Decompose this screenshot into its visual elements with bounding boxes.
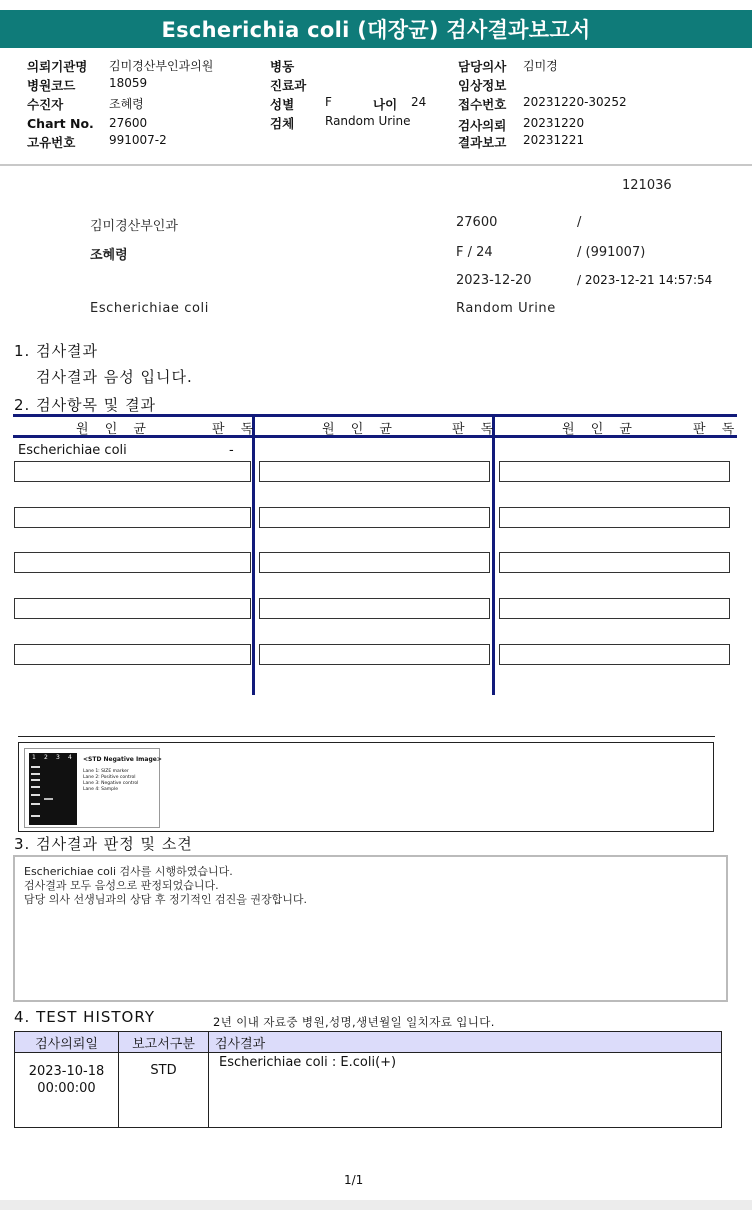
label-institution: 의뢰기관명 xyxy=(27,59,88,74)
gel-legend-2: Lane 2: Positive control xyxy=(83,775,136,780)
label-request-date: 검사의뢰 xyxy=(458,118,507,133)
result-cell xyxy=(14,461,251,482)
section1-text: 검사결과 음성 입니다. xyxy=(36,368,193,386)
label-patient: 수진자 xyxy=(27,97,64,112)
finding-line: Escherichiae coli 검사를 시행하였습니다. xyxy=(24,865,233,878)
header-divider xyxy=(0,164,752,166)
ladder-band xyxy=(31,794,40,796)
finding-line: 검사결과 모두 음성으로 판정되었습니다. xyxy=(24,879,219,892)
gel-caption: <STD Negative Image> xyxy=(83,756,162,763)
value-receipt-no: 20231220-30252 xyxy=(523,95,627,109)
ladder-band xyxy=(31,773,40,775)
history-header-type: 보고서구분 xyxy=(119,1032,209,1053)
patient-report-datetime: / 2023-12-21 14:57:54 xyxy=(577,273,713,287)
col2-reading-header: 판 독 xyxy=(452,422,500,437)
label-sex: 성별 xyxy=(270,97,295,112)
result-cell xyxy=(259,644,490,665)
value-unique-no: 991007-2 xyxy=(109,133,167,147)
col1-reading-header: 판 독 xyxy=(212,422,260,437)
label-receipt-no: 접수번호 xyxy=(458,97,507,112)
value-institution: 김미경산부인과의원 xyxy=(109,59,214,73)
finding-line: 담당 의사 선생님과의 상담 후 정기적인 검진을 권장합니다. xyxy=(24,893,307,906)
history-date: 2023-10-18 xyxy=(28,1064,105,1079)
result-cell xyxy=(259,598,490,619)
result-cell xyxy=(499,461,730,482)
history-table xyxy=(14,1031,722,1128)
patient-name: 조혜령 xyxy=(90,248,128,263)
findings-box xyxy=(13,855,728,1002)
table-row xyxy=(15,1053,722,1128)
page-bottom-strip xyxy=(0,1200,752,1210)
label-report-date: 결과보고 xyxy=(458,135,507,150)
lane-label-1: 1 xyxy=(32,754,36,761)
ladder-band xyxy=(31,766,40,768)
result-cell xyxy=(14,552,251,573)
grid-divider-2 xyxy=(492,415,495,695)
lane-label-4: 4 xyxy=(68,754,72,761)
patient-chart: 27600 xyxy=(456,215,498,230)
history-type: STD xyxy=(119,1053,209,1128)
history-header-result: 검사결과 xyxy=(209,1032,722,1053)
section3-title: 3. 검사결과 판정 및 소견 xyxy=(14,835,193,853)
ladder-band xyxy=(31,786,40,788)
patient-test: Escherichiae coli xyxy=(90,301,209,316)
image-top-rule xyxy=(18,736,715,737)
gel-lanes xyxy=(29,753,77,825)
result-cell xyxy=(259,507,490,528)
result-cell xyxy=(499,552,730,573)
section4-title: 4. TEST HISTORY xyxy=(14,1008,155,1026)
result-cell xyxy=(259,552,490,573)
ladder-band xyxy=(31,779,40,781)
value-report-date: 20231221 xyxy=(523,133,585,147)
history-time: 00:00:00 xyxy=(37,1081,96,1096)
label-specimen: 검체 xyxy=(270,116,295,131)
value-request-date: 20231220 xyxy=(523,116,585,130)
section1-title: 1. 검사결과 xyxy=(14,342,99,360)
patient-clinic: 김미경산부인과 xyxy=(90,219,178,234)
gel-legend-3: Lane 3: Negative control xyxy=(83,781,139,786)
value-specimen: Random Urine xyxy=(325,114,411,128)
gel-legend-4: Lane 4: Sample xyxy=(83,787,118,792)
page-number: 1/1 xyxy=(344,1173,364,1187)
result-cell xyxy=(14,644,251,665)
patient-code: 121036 xyxy=(622,178,672,193)
history-note: 2년 이내 자료중 병원,성명,생년월일 일치자료 입니다. xyxy=(213,1015,495,1029)
grid-top-rule xyxy=(13,414,737,417)
history-date-cell xyxy=(15,1053,119,1128)
patient-request-date: 2023-12-20 xyxy=(456,273,532,288)
result-reading: - xyxy=(229,443,234,458)
value-chart-no: 27600 xyxy=(109,116,148,130)
result-cell xyxy=(499,507,730,528)
ladder-band xyxy=(31,815,40,817)
result-cell xyxy=(259,461,490,482)
history-result: Escherichiae coli : E.coli(+) xyxy=(209,1053,722,1128)
result-cell xyxy=(499,644,730,665)
patient-id: / (991007) xyxy=(577,245,646,260)
label-chart-no: Chart No. xyxy=(27,116,94,131)
result-cell xyxy=(14,507,251,528)
col2-pathogen-header: 원 인 균 xyxy=(322,422,398,437)
col3-pathogen-header: 원 인 균 xyxy=(562,422,638,437)
positive-band xyxy=(44,798,53,800)
col1-pathogen-header: 원 인 균 xyxy=(76,422,152,437)
label-clinical-info: 임상정보 xyxy=(458,78,507,93)
value-doctor: 김미경 xyxy=(523,59,558,73)
label-ward: 병동 xyxy=(270,59,295,74)
col3-reading-header: 판 독 xyxy=(693,422,741,437)
result-cell xyxy=(499,598,730,619)
section2-title: 2. 검사항목 및 결과 xyxy=(14,396,157,414)
value-sex: F xyxy=(325,95,332,109)
label-age: 나이 xyxy=(373,97,398,112)
patient-sex-age: F / 24 xyxy=(456,245,493,260)
value-patient: 조혜령 xyxy=(109,97,144,111)
lane-label-3: 3 xyxy=(56,754,60,761)
label-department: 진료과 xyxy=(270,78,307,93)
history-header-row xyxy=(15,1032,722,1053)
result-pathogen: Escherichiae coli xyxy=(18,443,127,458)
value-age: 24 xyxy=(411,95,427,109)
label-doctor: 담당의사 xyxy=(458,59,507,74)
gel-image xyxy=(24,748,160,828)
history-header-date: 검사의뢰일 xyxy=(15,1032,119,1053)
patient-separator: / xyxy=(577,215,582,230)
label-hospital-code: 병원코드 xyxy=(27,78,76,93)
gel-legend-1: Lane 1: SIZE marker xyxy=(83,769,129,774)
value-hospital-code: 18059 xyxy=(109,76,148,90)
patient-specimen: Random Urine xyxy=(456,301,556,316)
label-unique-no: 고유번호 xyxy=(27,135,76,150)
result-cell xyxy=(14,598,251,619)
ladder-band xyxy=(31,803,40,805)
lane-label-2: 2 xyxy=(44,754,48,761)
report-title: Escherichia coli (대장균) 검사결과보고서 xyxy=(0,10,752,48)
grid-divider-1 xyxy=(252,415,255,695)
